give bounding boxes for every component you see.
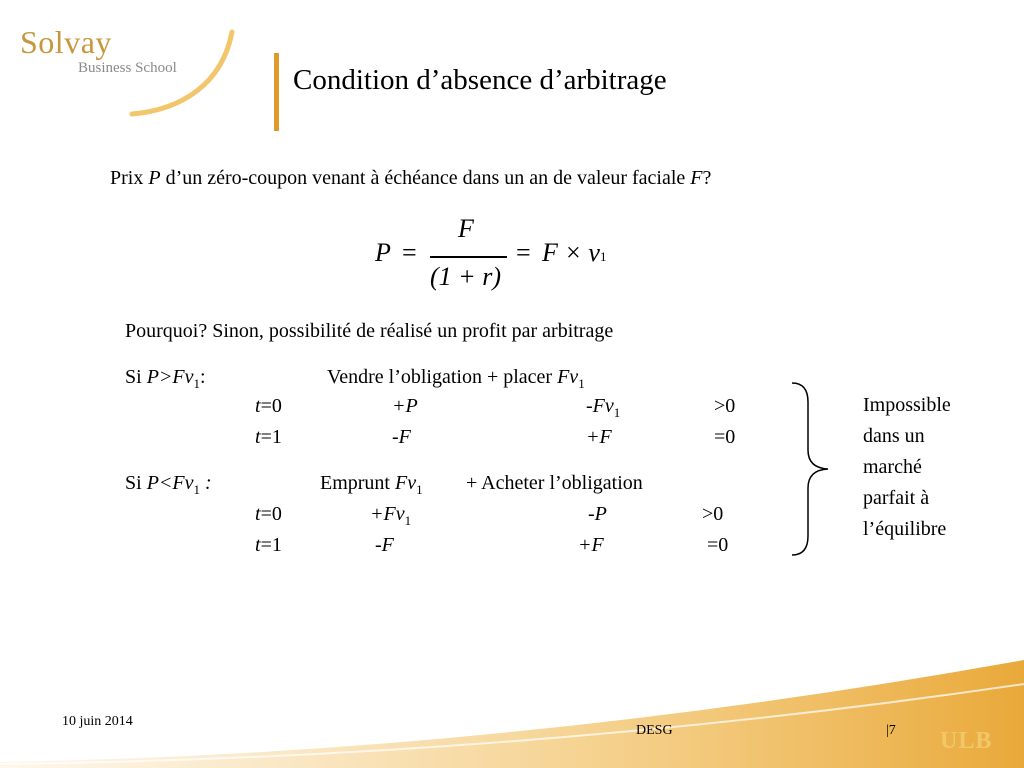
case1-row0-c1: +P <box>392 395 418 417</box>
question-suffix: ? <box>702 167 712 189</box>
var-f: F <box>690 167 703 189</box>
case2-row1-c1: -F <box>375 534 394 556</box>
title-accent-bar <box>274 53 279 131</box>
case1-row0-t: t=0 <box>255 395 282 417</box>
pourquoi-text: Pourquoi? Sinon, possibilité de réalisé un profit par arbitrage <box>125 320 614 342</box>
case1-row1-result: =0 <box>714 426 736 448</box>
logo-subtitle: Business School <box>78 60 177 76</box>
formula-fraction-bar <box>430 256 507 258</box>
case1-row0-c2: $-Fv_1$ <box>586 395 621 420</box>
case1-row0-result: >0 <box>714 395 736 417</box>
ulb-logo: ULB <box>940 728 993 754</box>
case1-row1-c1: -F <box>392 426 411 448</box>
question-prefix: Prix <box>110 167 149 189</box>
case1-action: Vendre l’obligation + placer $Fv_1$ <box>327 366 585 391</box>
case2-condition: Si $P<Fv_1$ : <box>125 472 212 497</box>
case2-row0-result: >0 <box>702 503 724 525</box>
case2-row0-c1: $+Fv_1$ <box>370 503 412 528</box>
formula-numerator: F <box>458 214 474 243</box>
side-note-line: dans un <box>863 425 925 447</box>
var-p: P <box>148 167 161 189</box>
case2-row0-t: t=0 <box>255 503 282 525</box>
case2-row1-c2: +F <box>578 534 604 556</box>
curly-brace-icon <box>788 380 834 558</box>
formula-denominator: (1 + r) <box>430 262 501 291</box>
side-note-line: parfait à <box>863 487 930 509</box>
formula-lhs: P <box>375 238 391 267</box>
question-line <box>110 166 711 190</box>
formula-eq2: = <box>516 238 531 267</box>
formula-rhs: F × v1 <box>542 238 607 267</box>
side-note-line: Impossible <box>863 394 951 416</box>
case1-condition: Si $P>Fv_1$: <box>125 366 206 391</box>
footer-center: DESG <box>636 723 673 738</box>
side-note <box>863 390 951 545</box>
case2-action-2: + Acheter l’obligation <box>466 472 643 494</box>
formula-eq1: = <box>402 238 417 267</box>
footer-swoosh <box>0 650 1024 768</box>
case2-row0-c2: -P <box>588 503 607 525</box>
case2-row1-t: t=1 <box>255 534 282 556</box>
logo-name: Solvay <box>20 24 112 60</box>
case1-row1-c2: +F <box>586 426 612 448</box>
side-note-line: l’équilibre <box>863 518 947 540</box>
question-middle: d’un zéro-coupon venant à échéance dans un an de valeur faciale <box>160 167 691 189</box>
case1-row1-t: t=1 <box>255 426 282 448</box>
slide-title: Condition d’absence d’arbitrage <box>293 64 667 96</box>
case2-action: Emprunt $Fv_1$ <box>320 472 423 497</box>
side-note-line: marché <box>863 456 922 478</box>
page-number: |7 <box>886 723 896 738</box>
case2-row1-result: =0 <box>707 534 729 556</box>
formula-rhs-sub: 1 <box>599 249 607 264</box>
footer-date: 10 juin 2014 <box>62 714 133 729</box>
